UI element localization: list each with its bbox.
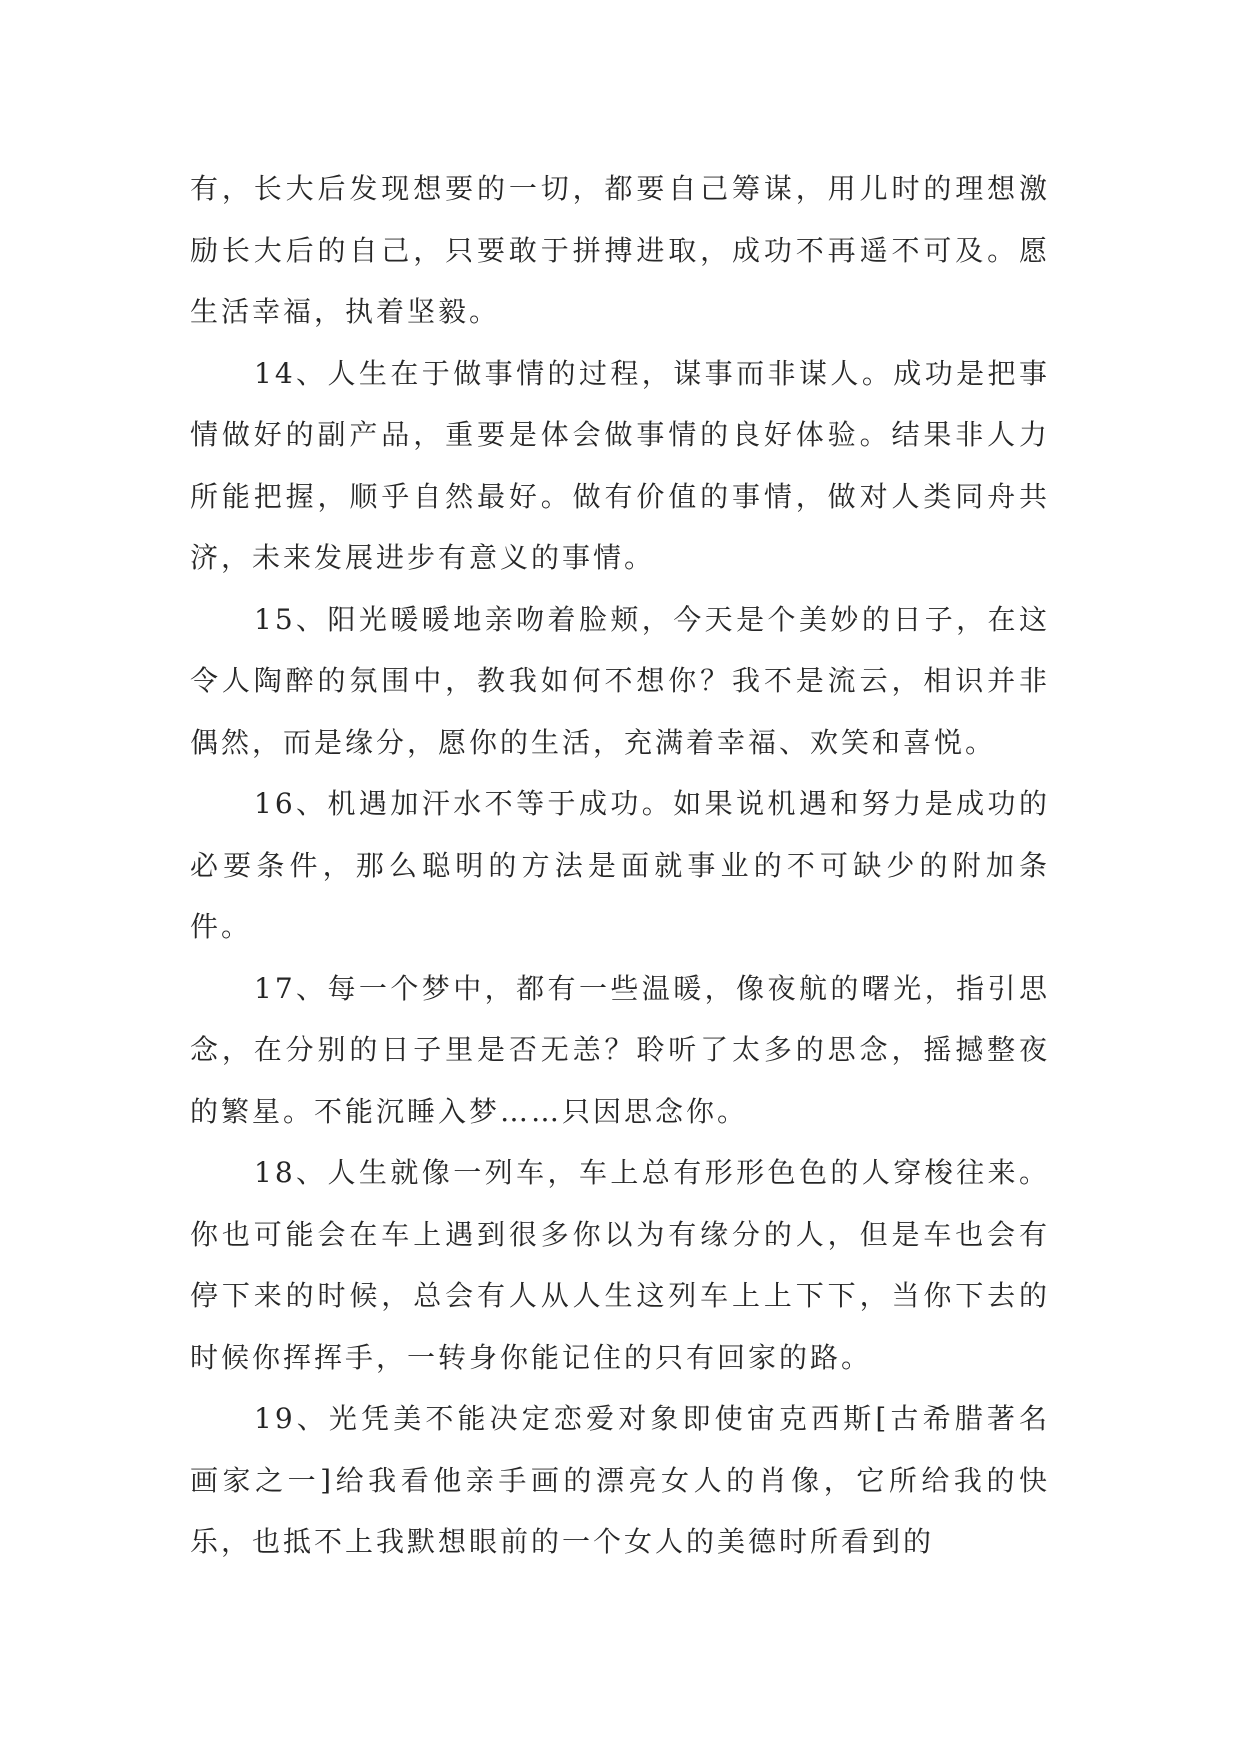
paragraph-15: 15、阳光暖暖地亲吻着脸颊，今天是个美妙的日子，在这令人陶醉的氛围中，教我如何不想你？我不是流云，相识并非偶然，而是缘分，愿你的生活，充满着幸福、欢笑和喜悦。 <box>190 602 1050 759</box>
paragraph-14: 14、人生在于做事情的过程，谋事而非谋人。成功是把事情做好的副产品，重要是体会做事情的良好体验。结果非人力所能把握，顺乎自然最好。做有价值的事情，做对人类同舟共济，未来发展进步有意义的事情。 <box>190 356 1050 574</box>
paragraph-19: 19、光凭美不能决定恋爱对象即使宙克西斯[古希腊著名画家之一]给我看他亲手画的漂亮女人的肖像，它所给我的快乐，也抵不上我默想眼前的一个女人的美德时所看到的 <box>190 1402 1050 1558</box>
document-body <box>190 158 1050 1573</box>
paragraph-continuation: 有，长大后发现想要的一切，都要自己筹谋，用儿时的理想激励长大后的自己，只要敢于拼搏进取，成功不再遥不可及。愿生活幸福，执着坚毅。 <box>190 172 1050 328</box>
paragraph-18: 18、人生就像一列车，车上总有形形色色的人穿梭往来。你也可能会在车上遇到很多你以为有缘分的人，但是车也会有停下来的时候，总会有人从人生这列车上上下下，当你下去的时候你挥挥手，一转身你能记住的只有回家的路。 <box>190 1156 1050 1374</box>
paragraph-16: 16、机遇加汗水不等于成功。如果说机遇和努力是成功的必要条件，那么聪明的方法是面就事业的不可缺少的附加条件。 <box>190 787 1050 943</box>
paragraph-17: 17、每一个梦中，都有一些温暖，像夜航的曙光，指引思念，在分别的日子里是否无恙？聆听了太多的思念，摇撼整夜的繁星。不能沉睡入梦……只因思念你。 <box>190 971 1050 1128</box>
